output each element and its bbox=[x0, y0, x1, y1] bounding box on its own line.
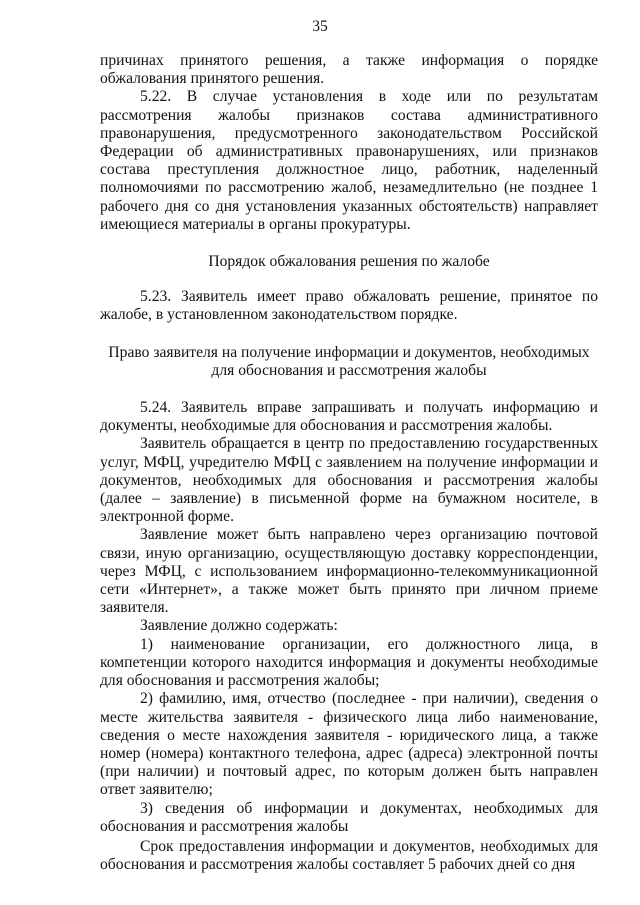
page-number: 35 bbox=[312, 18, 328, 35]
paragraph-submission-methods: Заявление может быть направлено через организацию почтовой связи, иную организацию, осуществляющую доставку корреспонденции, через МФЦ, с использованием информационно-телекоммуникационной сети «Интернет», а также может быть принято при личном приеме заявителя. bbox=[100, 526, 598, 617]
section-heading-applicant-right: Право заявителя на получение информации и документов, необходимых для обоснования и рассмотрения жалобы bbox=[108, 343, 590, 379]
paragraph-content-intro: Заявление должно содержать: bbox=[140, 617, 338, 635]
list-item-3: 3) сведения об информации и документах, необходимых для обоснования и рассмотрения жалобы bbox=[100, 799, 598, 835]
list-item-2: 2) фамилию, имя, отчество (последнее - при наличии), сведения о месте жительства заявителя - физического лица либо наименование, сведения о месте нахождения заявителя - юридического лица, а также номер (номера) контактного телефона, адрес (адреса) электронной почты (при наличии) и почтовый адрес, по которым должен быть направлен ответ заявителю; bbox=[100, 690, 598, 799]
section-heading-appeal-order: Порядок обжалования решения по жалобе bbox=[208, 253, 490, 271]
list-item-1: 1) наименование организации, его должностного лица, в компетенции которого находится информация и документы необходимые для обоснования и рассмотрения жалобы; bbox=[100, 635, 598, 690]
paragraph-5-24: 5.24. Заявитель вправе запрашивать и получать информацию и документы, необходимые для обоснования и рассмотрения жалобы. bbox=[100, 399, 598, 435]
paragraph-continuation: причинах принятого решения, а также информация о порядке обжалования принятого решения. bbox=[100, 52, 598, 88]
document-body bbox=[100, 52, 598, 874]
paragraph-5-23: 5.23. Заявитель имеет право обжаловать решение, принятое по жалобе, в установленном законодательством порядке. bbox=[100, 288, 598, 324]
paragraph-applicant-appeal: Заявитель обращается в центр по предоставлению государственных услуг, МФЦ, учредителю МФЦ с заявлением на получение информации и документов, необходимых для обоснования и рассмотрения жалобы (далее – заявление) в письменной форме на бумажном носителе, в электронной форме. bbox=[100, 435, 598, 526]
paragraph-deadline: Срок предоставления информации и документов, необходимых для обоснования и рассмотрения жалобы составляет 5 рабочих дней со дня bbox=[100, 837, 598, 874]
paragraph-5-22: 5.22. В случае установления в ходе или по результатам рассмотрения жалобы признаков состава административного правонарушения, предусмотренного законодательством Российской Федерации об административных правонарушениях, или признаков состава преступления должностное лицо, работник, наделенный полномочиями по рассмотрению жалоб, незамедлительно (не позднее 1 рабочего дня со дня установления указанных обстоятельств) направляет имеющиеся материалы в органы прокуратуры. bbox=[100, 88, 598, 233]
